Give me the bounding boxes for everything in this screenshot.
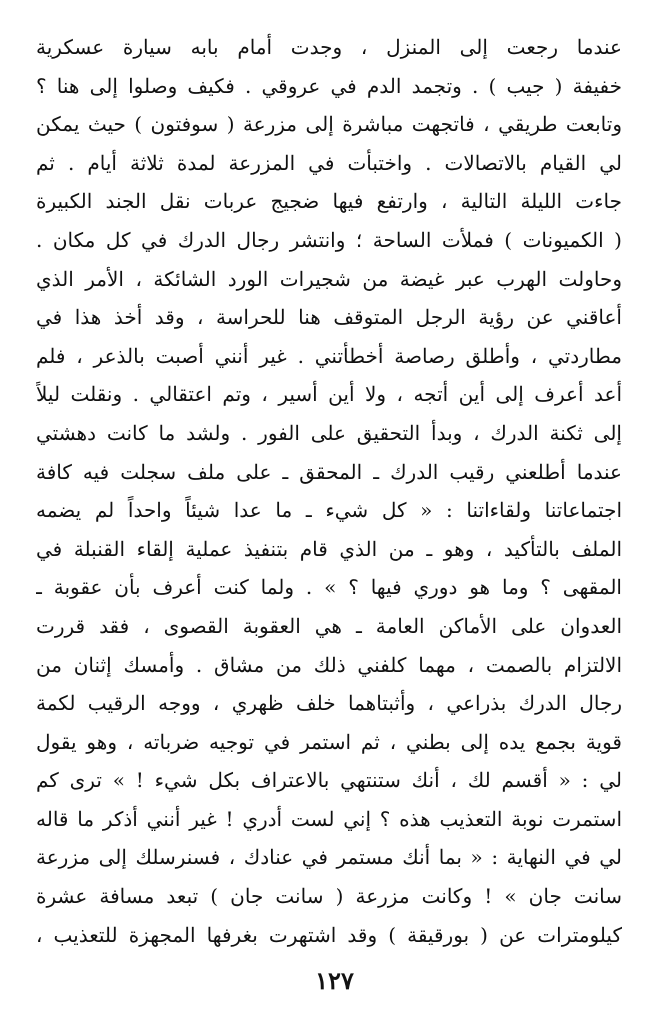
text-line: وتابعت طريقي ، فاتجهت مباشرة إلى مزرعة ( سوفتون ) حيث يمكن <box>36 112 622 137</box>
text-line: استمرت نوبة التعذيب هذه ؟ إني لست أدري ! غير أنني أذكر ما قاله <box>36 806 622 831</box>
text-line: كيلومترات عن ( بورقيقة ) وقد اشتهرت بغرفها المجهزة للتعذيب ، <box>36 922 622 947</box>
text-line: إلى ثكنة الدرك ، وبدأ التحقيق على الفور . ولشد ما كانت دهشتي <box>36 420 622 445</box>
text-line: عندما رجعت إلى المنزل ، وجدت أمام بابه سيارة عسكرية <box>36 35 622 59</box>
text-line: وحاولت الهرب عبر غيضة من شجيرات الورد الشائكة ، الأمر الذي <box>36 266 622 291</box>
text-line: لي في النهاية : « بما أنك مستمر في عنادك ، فسنرسلك إلى مزرعة <box>36 845 622 870</box>
text-line: أعاقني عن رؤية الرجل المتوقف هنا للحراسة ، وقد أخذ هذا في <box>36 305 622 330</box>
text-line: اجتماعاتنا ولقاءاتنا : « كل شيء ـ ما عدا شيئاً واحداً لم يضمه <box>36 498 622 523</box>
text-line: الالتزام بالصمت ، مهما كلفني ذلك من مشاق . وأمسك إثنان من <box>36 652 622 677</box>
text-line: ( الكميونات ) فملأت الساحة ؛ وانتشر رجال الدرك في كل مكان . <box>36 227 622 252</box>
text-line: المقهى ؟ وما هو دوري فيها ؟ » . ولما كنت أعرف بأن عقوبة ـ <box>36 575 622 600</box>
text-line: لي : « أقسم لك ، أنك ستنتهي بالاعتراف بكل شيء ! » ترى كم <box>36 768 622 793</box>
text-line: العدوان على الأماكن العامة ـ هي العقوبة القصوى ، فقد قررت <box>36 613 622 638</box>
text-line: خفيفة ( جيب ) . وتجمد الدم في عروقي . فكيف وصلوا إلى هنا ؟ <box>36 73 622 98</box>
text-line: رجال الدرك بذراعي ، وأثبتاهما خلف ظهري ، ووجه الرقيب لكمة <box>36 691 622 716</box>
text-line: قوية بجمع يده إلى بطني ، ثم استمر في توجيه ضرباته ، وهو يقول <box>36 729 622 754</box>
text-line: عندما أطلعني رقيب الدرك ـ المحقق ـ على ملف سجلت فيه كافة <box>36 459 622 484</box>
text-line: سانت جان » ! وكانت مزرعة ( سانت جان ) تبعد مسافة عشرة <box>36 884 622 909</box>
text-line: لي القيام بالاتصالات . واختبأت في المزرعة لمدة ثلاثة أيام . ثم <box>36 150 622 175</box>
body-text <box>36 28 622 954</box>
page-number: ١٢٧ <box>315 966 354 995</box>
text-line: مطاردتي ، وأطلق رصاصة أخطأتني . غير أنني أصبت بالذعر ، فلم <box>36 343 622 368</box>
text-line: الملف بالتأكيد ، وهو ـ من الذي قام بتنفيذ عملية إلقاء القنبلة في <box>36 536 622 561</box>
text-line: أعد أعرف إلى أين أتجه ، ولا أين أسير ، وتم اعتقالي . ونقلت ليلاً <box>36 382 622 407</box>
text-line: جاءت الليلة التالية ، وارتفع فيها ضجيج عربات نقل الجند الكبيرة <box>36 189 622 214</box>
